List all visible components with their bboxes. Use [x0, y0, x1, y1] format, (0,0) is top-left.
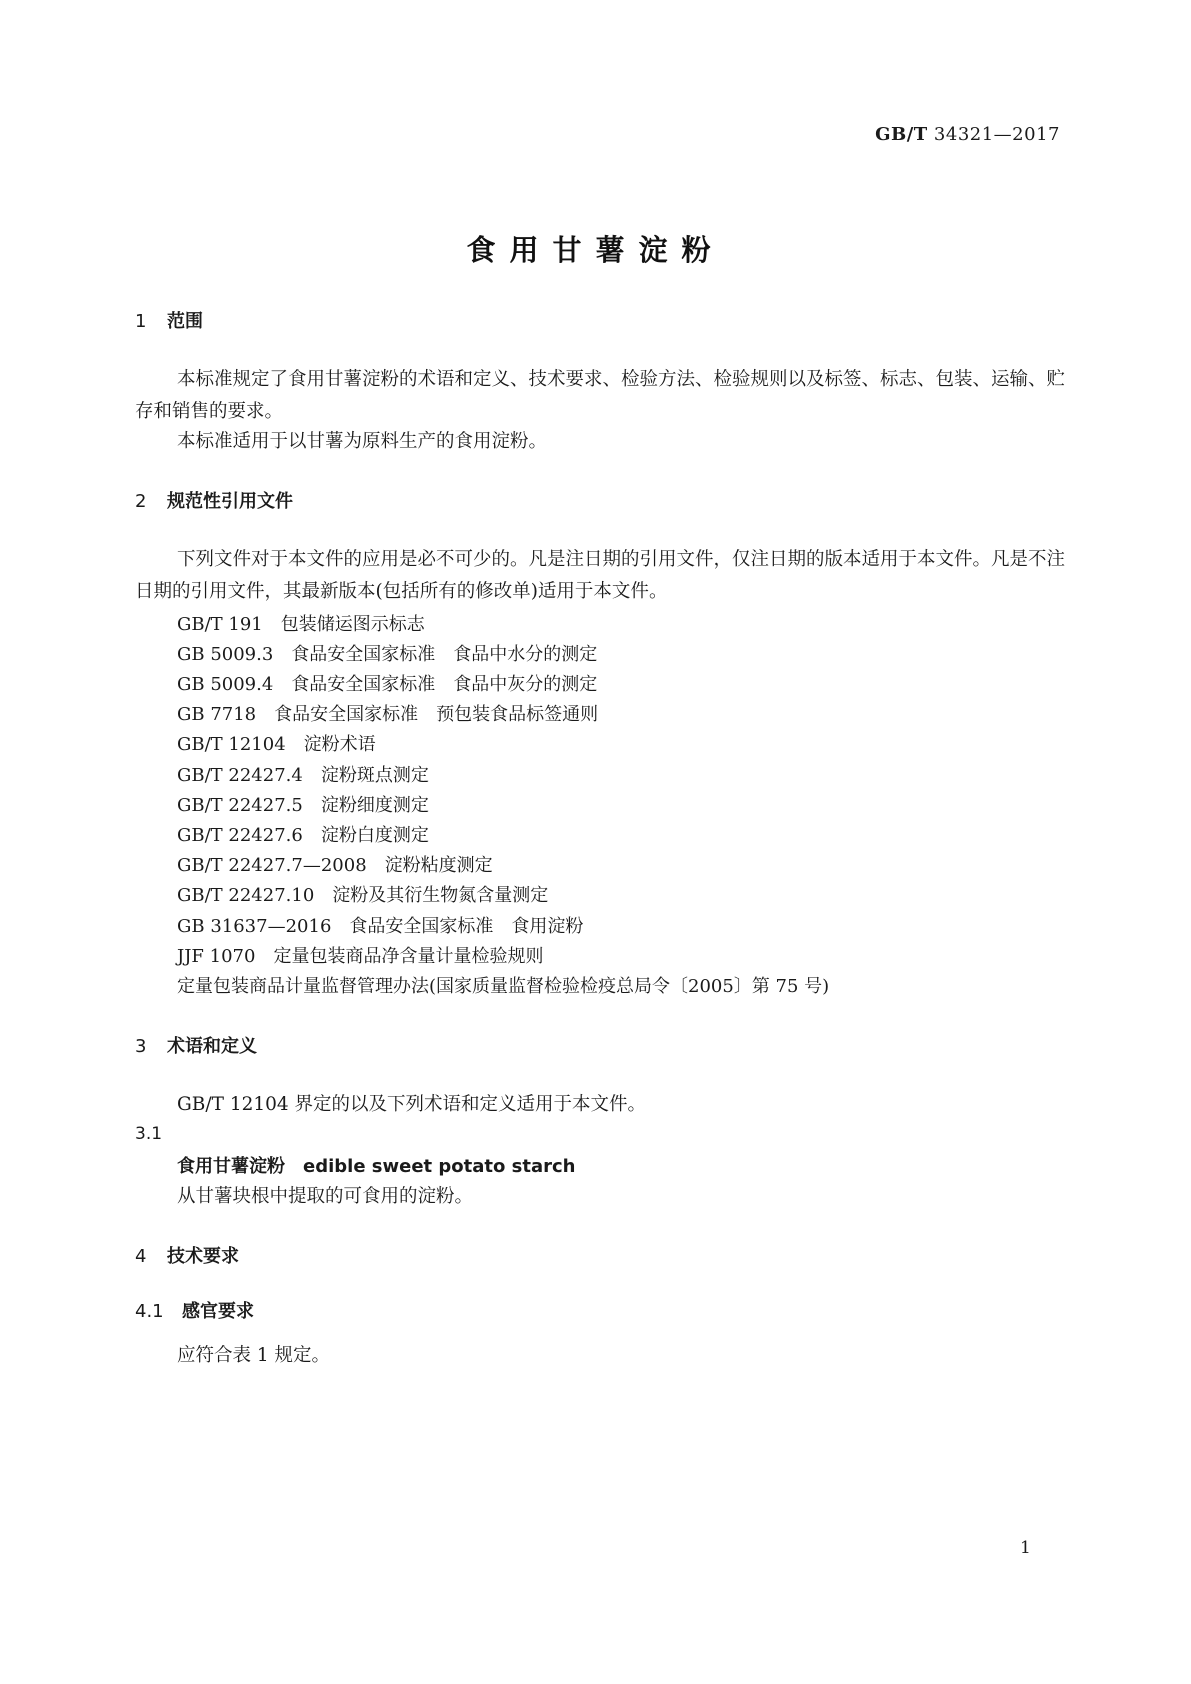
reference-item: GB/T 22427.10 淀粉及其衍生物氮含量测定: [177, 885, 549, 906]
term-number: 3.1: [135, 1124, 163, 1144]
section-1-heading: [135, 307, 203, 333]
paragraph-text: 本标准适用于以甘薯为原料生产的食用淀粉。: [177, 431, 548, 452]
subsection-number: 4.1: [135, 1301, 164, 1322]
reference-item: GB/T 191 包装储运图示标志: [177, 614, 425, 635]
reference-item: GB/T 22427.6 淀粉白度测定: [177, 825, 429, 846]
section-title: 技术要求: [167, 1246, 239, 1267]
subsection-title: 感官要求: [182, 1301, 254, 1322]
reference-item: GB 5009.3 食品安全国家标准 食品中水分的测定: [177, 644, 598, 665]
reference-item: GB/T 22427.4 淀粉斑点测定: [177, 765, 429, 786]
section-2-heading: [135, 487, 293, 513]
reference-item: 定量包装商品计量监督管理办法(国家质量监督检验检疫总局令〔2005〕第 75 号): [177, 976, 830, 997]
reference-item: GB/T 22427.5 淀粉细度测定: [177, 795, 429, 816]
section-number: 2: [135, 491, 147, 512]
section-3-heading: [135, 1032, 257, 1058]
section-2-paragraph-1: [135, 544, 1065, 608]
section-3-paragraph-1: GB/T 12104 界定的以及下列术语和定义适用于本文件。: [177, 1094, 647, 1115]
term-definition: 从甘薯块根中提取的可食用的淀粉。: [177, 1186, 474, 1207]
section-title: 术语和定义: [167, 1036, 257, 1057]
reference-item: GB/T 12104 淀粉术语: [177, 734, 376, 755]
paragraph-text: 下列文件对于本文件的应用是必不可少的。凡是注日期的引用文件，仅注日期的版本适用于本文件。凡是不注日期的引用文件，其最新版本(包括所有的修改单)适用于本文件。: [135, 549, 1066, 602]
reference-item: GB 31637—2016 食品安全国家标准 食用淀粉: [177, 916, 584, 937]
paragraph-text: 本标准规定了食用甘薯淀粉的术语和定义、技术要求、检验方法、检验规则以及标签、标志、包装、运输、贮存和销售的要求。: [135, 369, 1066, 422]
section-number: 4: [135, 1246, 147, 1267]
section-4-heading: [135, 1242, 239, 1268]
section-title: 范围: [167, 311, 203, 332]
section-4-1-paragraph: 应符合表 1 规定。: [177, 1345, 331, 1366]
section-4-1-heading: [135, 1297, 254, 1323]
reference-item: GB 7718 食品安全国家标准 预包装食品标签通则: [177, 704, 599, 725]
reference-item: JJF 1070 定量包装商品净含量计量检验规则: [177, 946, 544, 967]
standard-code: [0, 124, 1060, 145]
term-title: 食用甘薯淀粉 edible sweet potato starch: [177, 1156, 576, 1177]
page-number: 1: [1020, 1538, 1031, 1558]
document-title: 食用甘薯淀粉: [466, 233, 725, 267]
section-title: 规范性引用文件: [167, 491, 293, 512]
reference-item: GB/T 22427.7—2008 淀粉粘度测定: [177, 855, 493, 876]
section-1-paragraph-2: [135, 426, 1065, 458]
section-number: 3: [135, 1036, 147, 1057]
standard-code-prefix: GB/T: [875, 124, 928, 145]
section-number: 1: [135, 311, 147, 332]
standard-code-number: 34321—2017: [927, 124, 1060, 145]
section-1-paragraph-1: [135, 364, 1065, 428]
reference-item: GB 5009.4 食品安全国家标准 食品中灰分的测定: [177, 674, 598, 695]
